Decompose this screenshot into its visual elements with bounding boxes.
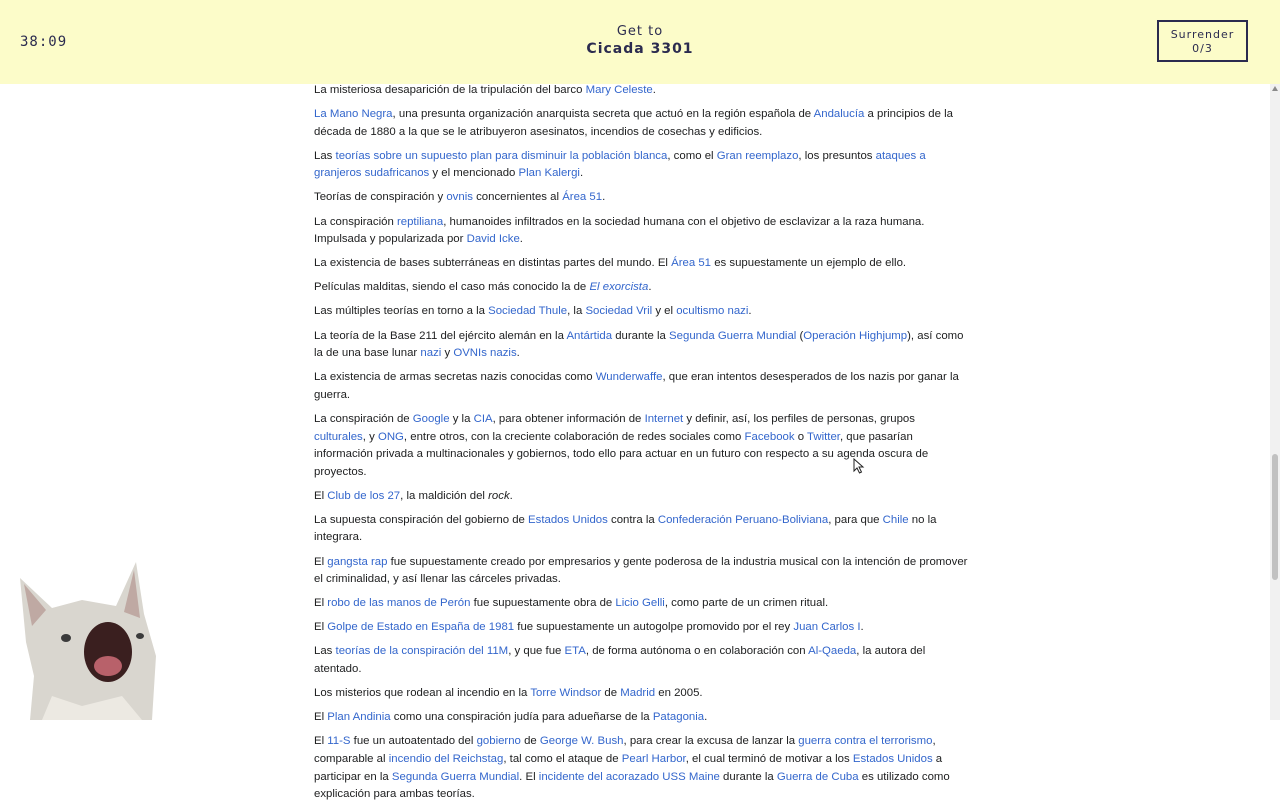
wiki-link[interactable]: 11-S bbox=[327, 735, 351, 748]
list-item bbox=[314, 303, 970, 321]
popcat-mascot-icon bbox=[12, 556, 162, 720]
article-list bbox=[314, 82, 970, 810]
text-segment: , la autora del atentado. bbox=[314, 645, 926, 676]
wiki-link[interactable]: Antártida bbox=[566, 329, 613, 342]
surrender-button[interactable] bbox=[1157, 20, 1248, 62]
text-segment: . bbox=[648, 281, 652, 294]
list-item bbox=[314, 685, 970, 703]
text-segment: . bbox=[748, 305, 752, 318]
list-item bbox=[314, 643, 970, 678]
list-item bbox=[314, 619, 970, 637]
wiki-link[interactable]: Área 51 bbox=[562, 191, 603, 204]
wiki-link[interactable]: Torre Windsor bbox=[530, 687, 602, 700]
wiki-link[interactable]: OVNIs nazis bbox=[453, 347, 517, 360]
text-segment: La teoría de la Base 211 del ejército alemán en la bbox=[314, 329, 567, 342]
text-segment: , como el bbox=[667, 149, 717, 162]
wiki-link[interactable]: Golpe de Estado en España de 1981 bbox=[327, 621, 515, 634]
wiki-link[interactable]: ovnis bbox=[446, 191, 473, 204]
text-segment: El bbox=[314, 735, 328, 748]
wiki-link[interactable]: teorías de la conspiración del 11M bbox=[335, 645, 509, 658]
text-segment: , una presunta organización anarquista secreta que actuó en la región española de bbox=[392, 108, 814, 121]
text-segment: La existencia de armas secretas nazis conocidas como bbox=[314, 371, 596, 384]
text-segment: , que pasarían información privada a multinacionales y gobiernos, todo ello para actuar en un futuro con respecto a su agenda oscura de proyectos. bbox=[314, 430, 929, 478]
wiki-link[interactable]: Facebook bbox=[744, 430, 795, 443]
wiki-link[interactable]: David Icke bbox=[466, 233, 520, 246]
text-segment: contra la bbox=[607, 513, 658, 526]
text-segment: . bbox=[652, 84, 656, 96]
list-item bbox=[314, 369, 970, 404]
text-segment: . bbox=[516, 347, 520, 360]
text-segment: El bbox=[314, 597, 328, 610]
text-segment: Películas malditas, siendo el caso más conocido la de bbox=[314, 281, 590, 294]
text-segment: o bbox=[794, 430, 808, 443]
text-segment: , entre otros, con la creciente colaboración de redes sociales como bbox=[403, 430, 745, 443]
wiki-link[interactable]: teorías sobre un supuesto plan para disminuir la población blanca bbox=[335, 149, 668, 162]
wiki-link[interactable]: nazi bbox=[420, 347, 442, 360]
text-segment: Las múltiples teorías en torno a la bbox=[314, 305, 489, 318]
text-segment: es utilizado como explicación para ambas teorías. bbox=[314, 770, 950, 801]
list-item bbox=[314, 189, 970, 207]
wiki-link[interactable]: guerra contra el terrorismo bbox=[798, 735, 933, 748]
text-segment: La existencia de bases subterráneas en distintas partes del mundo. El bbox=[314, 257, 672, 270]
text-segment: Teorías de conspiración y bbox=[314, 191, 447, 204]
text-segment: en 2005. bbox=[655, 687, 703, 700]
wiki-link[interactable]: Confederación Peruano-Boliviana bbox=[657, 513, 829, 526]
text-segment: y la bbox=[449, 412, 474, 425]
text-segment: de bbox=[601, 687, 621, 700]
text-segment: El bbox=[314, 489, 328, 502]
target-label: Get to bbox=[616, 24, 664, 39]
wiki-link[interactable]: Pearl Harbor bbox=[621, 752, 686, 765]
text-segment: Los misterios que rodean al incendio en la bbox=[314, 687, 531, 700]
text-segment: Las bbox=[314, 149, 336, 162]
wiki-link[interactable]: La Mano Negra bbox=[314, 108, 393, 121]
list-item bbox=[314, 214, 970, 249]
wiki-link[interactable]: incidente del acorazado USS Maine bbox=[538, 770, 720, 783]
text-segment: y bbox=[441, 347, 454, 360]
text-segment: La misteriosa desaparición de la tripulación del barco bbox=[314, 84, 586, 96]
wiki-link[interactable]: ONG bbox=[377, 430, 404, 443]
text-segment: . bbox=[860, 621, 864, 634]
wiki-link[interactable]: ataques a granjeros sudafricanos bbox=[314, 149, 926, 180]
text-segment: . bbox=[579, 167, 584, 180]
text-segment: , para crear la excusa de lanzar la bbox=[623, 735, 799, 748]
wiki-link[interactable]: Gran reemplazo bbox=[716, 149, 799, 162]
wiki-link[interactable]: Madrid bbox=[620, 687, 656, 700]
text-segment: , el cual terminó de motivar a los bbox=[685, 752, 853, 765]
text-segment: , como parte de un crimen ritual. bbox=[664, 597, 829, 610]
list-item bbox=[314, 279, 970, 297]
wiki-link[interactable]: El exorcista bbox=[589, 281, 649, 294]
text-segment: , para obtener información de bbox=[492, 412, 645, 425]
text-segment: fue un autoatentado del bbox=[350, 735, 477, 748]
list-item bbox=[314, 411, 970, 481]
scroll-up-arrow-icon[interactable] bbox=[1272, 86, 1278, 91]
surrender-count: 0/3 bbox=[1192, 42, 1213, 55]
text-segment: fue supuestamente obra de bbox=[470, 597, 616, 610]
text-segment: El bbox=[314, 621, 328, 634]
wiki-link[interactable]: George W. Bush bbox=[539, 735, 624, 748]
list-item bbox=[314, 733, 970, 803]
wiki-link[interactable]: reptiliana bbox=[396, 215, 444, 228]
list-item bbox=[314, 106, 970, 141]
scrollbar-thumb[interactable] bbox=[1272, 454, 1278, 580]
text-segment: El bbox=[314, 711, 328, 724]
wiki-link[interactable]: Estados Unidos bbox=[528, 513, 608, 526]
text-segment: La supuesta conspiración del gobierno de bbox=[314, 513, 529, 526]
wiki-link[interactable]: Google bbox=[412, 412, 450, 425]
text-segment: , la bbox=[567, 305, 586, 318]
wiki-link[interactable]: Estados Unidos bbox=[852, 752, 933, 765]
text-segment: , humanoides infiltrados en la sociedad humana con el objetivo de esclavizar a la raza humana. Impulsada y popularizada por bbox=[314, 215, 925, 246]
list-item bbox=[314, 82, 970, 100]
text-segment: , que eran intentos desesperados de los nazis por ganar la guerra. bbox=[314, 371, 959, 401]
text-segment: . bbox=[704, 711, 708, 724]
list-item bbox=[314, 255, 970, 273]
wiki-link[interactable]: Mary Celeste bbox=[585, 84, 653, 96]
wiki-link[interactable]: Plan Kalergi bbox=[518, 167, 580, 180]
wiki-link[interactable]: incendio del Reichstag bbox=[388, 752, 504, 765]
text-segment: Las bbox=[314, 645, 336, 658]
target-article bbox=[0, 24, 1280, 57]
scrollbar[interactable] bbox=[1270, 84, 1280, 720]
text-segment: de bbox=[520, 735, 540, 748]
list-item bbox=[314, 512, 970, 547]
timer: 38:09 bbox=[20, 34, 68, 50]
text-segment: concernientes al bbox=[472, 191, 563, 204]
text-segment: El bbox=[314, 555, 328, 568]
wiki-link[interactable]: ETA bbox=[564, 645, 586, 658]
list-item bbox=[314, 595, 970, 613]
wiki-link[interactable]: Andalucía bbox=[813, 108, 865, 121]
text-segment: rock bbox=[488, 489, 510, 502]
text-segment: . bbox=[519, 233, 523, 246]
text-segment: ( bbox=[796, 329, 804, 342]
wiki-link[interactable]: culturales bbox=[314, 430, 363, 443]
wiki-link[interactable]: Segunda Guerra Mundial bbox=[669, 329, 797, 342]
text-segment: , comparable al bbox=[314, 735, 936, 765]
wiki-link[interactable]: Twitter bbox=[807, 430, 840, 443]
wiki-link[interactable]: Área 51 bbox=[671, 257, 712, 270]
list-item bbox=[314, 709, 970, 727]
list-item bbox=[314, 328, 970, 363]
text-segment: durante la bbox=[719, 770, 777, 783]
wiki-link[interactable]: Internet bbox=[644, 412, 684, 425]
wiki-link[interactable]: robo de las manos de Perón bbox=[327, 597, 471, 610]
text-segment: , para que bbox=[828, 513, 883, 526]
text-segment: a participar en la bbox=[314, 752, 943, 783]
wiki-link[interactable]: Juan Carlos I bbox=[793, 621, 861, 634]
text-segment: , tal como el ataque de bbox=[503, 752, 622, 765]
wiki-link[interactable]: gobierno bbox=[476, 735, 521, 748]
text-segment: fue supuestamente creado por empresarios y gente poderosa de la industria musical con la intención de promover el criminalidad, y así llenar las cárceles privadas. bbox=[314, 555, 968, 586]
text-segment: . bbox=[602, 191, 606, 204]
text-segment: La conspiración de bbox=[314, 412, 413, 425]
wiki-link[interactable]: ocultismo nazi bbox=[676, 305, 749, 318]
surrender-label: Surrender bbox=[1170, 28, 1235, 41]
text-segment: La conspiración bbox=[314, 215, 397, 228]
wiki-link[interactable]: Plan Andinia bbox=[327, 711, 391, 724]
game-header-bar bbox=[0, 0, 1280, 84]
text-segment: , y que fue bbox=[508, 645, 565, 658]
wiki-link[interactable]: CIA bbox=[473, 412, 493, 425]
text-segment: no la integrara. bbox=[314, 513, 937, 544]
wiki-link[interactable]: Guerra de Cuba bbox=[776, 770, 859, 783]
list-item bbox=[314, 554, 970, 589]
text-segment: a principios de la década de 1880 a la que se le atribuyeron asesinatos, incendios de cosechas y edificios. bbox=[314, 108, 953, 138]
text-segment: , de forma autónoma o en colaboración con bbox=[585, 645, 809, 658]
wiki-link[interactable]: Patagonia bbox=[652, 711, 705, 724]
text-segment: como una conspiración judía para adueñarse de la bbox=[390, 711, 653, 724]
list-item bbox=[314, 148, 970, 183]
text-segment: , los presuntos bbox=[798, 149, 876, 162]
wiki-link[interactable]: Chile bbox=[882, 513, 909, 526]
text-segment: y el bbox=[652, 305, 677, 318]
text-segment: ), así como la de una base lunar bbox=[314, 329, 964, 360]
wiki-link[interactable]: Sociedad Thule bbox=[488, 305, 568, 318]
wiki-link[interactable]: Operación Highjump bbox=[803, 329, 908, 342]
wiki-link[interactable]: Licio Gelli bbox=[615, 597, 665, 610]
text-segment: es supuestamente un ejemplo de ello. bbox=[711, 257, 907, 270]
text-segment: y el mencionado bbox=[429, 167, 519, 180]
wiki-link[interactable]: Al-Qaeda bbox=[808, 645, 857, 658]
text-segment: . El bbox=[519, 770, 539, 783]
text-segment: , y bbox=[362, 430, 378, 443]
wiki-link[interactable]: Sociedad Vril bbox=[585, 305, 653, 318]
mouse-cursor-icon bbox=[853, 458, 865, 474]
wiki-link[interactable]: gangsta rap bbox=[327, 555, 388, 568]
wiki-link[interactable]: Wunderwaffe bbox=[595, 371, 663, 384]
wiki-link[interactable]: Club de los 27 bbox=[327, 489, 401, 502]
target-title: Cicada 3301 bbox=[586, 41, 694, 57]
list-item bbox=[314, 488, 970, 506]
text-segment: . bbox=[509, 489, 513, 502]
text-segment: durante la bbox=[612, 329, 670, 342]
text-segment: , la maldición del bbox=[400, 489, 489, 502]
text-segment: y definir, así, los perfiles de personas, grupos bbox=[683, 412, 915, 425]
text-segment: fue supuestamente un autogolpe promovido por el rey bbox=[514, 621, 794, 634]
wiki-link[interactable]: Segunda Guerra Mundial bbox=[391, 770, 520, 783]
